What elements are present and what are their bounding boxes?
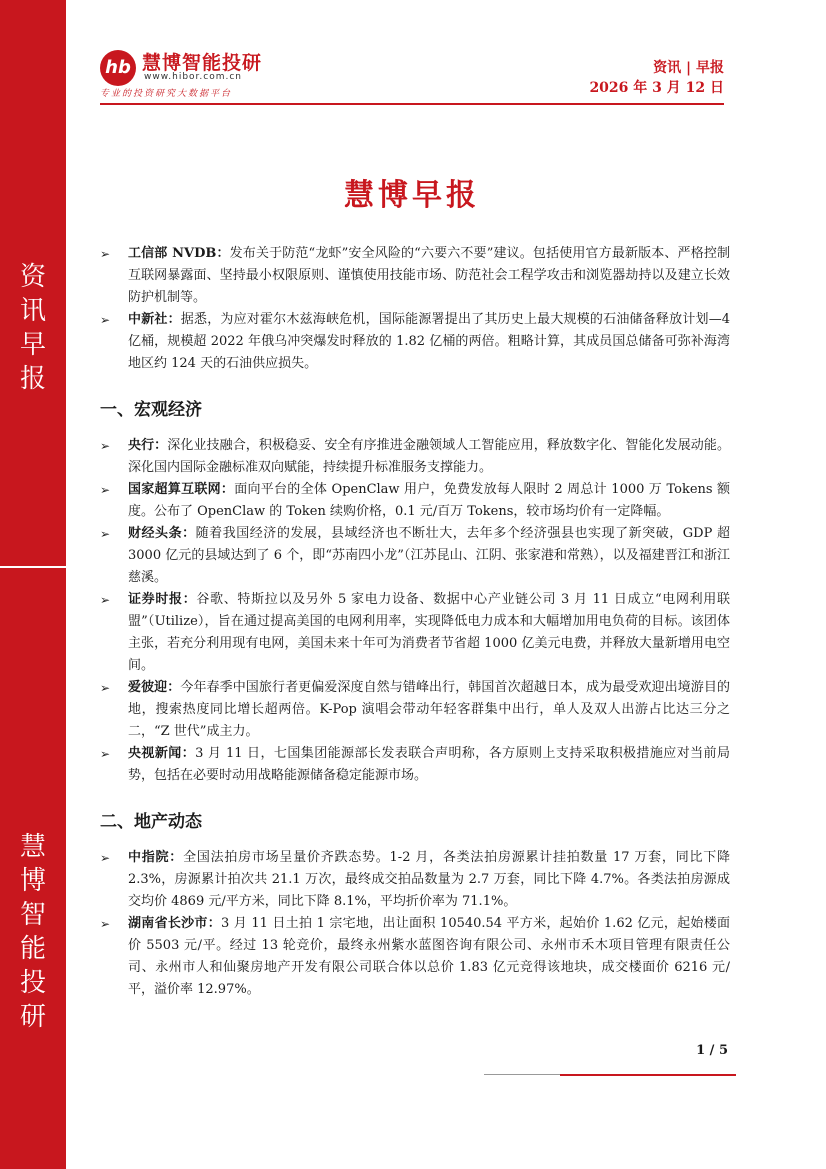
bullet-arrow-icon: ➢ bbox=[100, 439, 111, 453]
news-source: 财经头条： bbox=[128, 526, 196, 541]
header-info bbox=[589, 58, 724, 98]
report-date: 2026 年 3 月 12 日 bbox=[589, 80, 724, 96]
news-text: 全国法拍房市场呈量价齐跌态势。1-2 月，各类法拍房源累计挂拍数量 17 万套，同比下降 2.3%，房源累计拍次共 21.1 万次，最终成交拍品数量为 2.7 万套，同比下降 4.7%。各类法拍房源成交均价 4869 元/平方米，同比下降 8.1%，平均折价率为 71.1%。 bbox=[128, 850, 730, 909]
news-item bbox=[100, 847, 730, 913]
news-source: 证券时报： bbox=[128, 592, 197, 607]
sidebar-char: 投 bbox=[19, 968, 46, 998]
news-text: 随着我国经济的发展，县域经济也不断壮大，去年多个经济强县也实现了新突破，GDP 超 3000 亿元的县域达到了 6 个，即“苏南四小龙”（江苏昆山、江阴、张家港和常熟），以及福建晋江和浙江慈溪。 bbox=[128, 526, 730, 585]
sections-container bbox=[100, 387, 730, 1001]
logo-slogan: 专业的投资研究大数据平台 bbox=[100, 89, 233, 99]
page-title: 慧博早报 bbox=[344, 178, 480, 213]
news-item bbox=[100, 309, 730, 375]
sidebar-char: 资 bbox=[19, 262, 46, 292]
footer-divider-accent bbox=[560, 1074, 736, 1076]
news-text: 面向平台的全体 OpenClaw 用户，免费发放每人限时 2 周总计 1000 万 Tokens 额度。公布了 OpenClaw 的 Token 续购价格，0.1 元/百万 Tokens，较市场均价有一定降幅。 bbox=[128, 482, 730, 519]
sidebar-char: 能 bbox=[19, 934, 46, 964]
news-text: 据悉，为应对霍尔木兹海峡危机，国际能源署提出了其历史上最大规模的石油储备释放计划—4 亿桶，规模超 2022 年俄乌冲突爆发时释放的 1.82 亿桶的两倍。粗略计算，其成员国总储备可弥补海湾地区约 124 天的石油供应损失。 bbox=[128, 312, 730, 371]
bullet-arrow-icon: ➢ bbox=[100, 917, 111, 931]
bullet-arrow-icon: ➢ bbox=[100, 681, 111, 695]
report-category: 资讯 | 早报 bbox=[653, 60, 724, 76]
brand-logo bbox=[100, 48, 300, 98]
news-text: 谷歌、特斯拉以及另外 5 家电力设备、数据中心产业链公司 3 月 11 日成立“电网利用联盟”（Utilize），旨在通过提高美国的电网利用率，实现降低电力成本和大幅增加用电负荷的目标。该团体主张，若充分利用现有电网，美国未来十年可为消费者节省超 1000 亿美元电费，并释放大量新增用电空间。 bbox=[128, 592, 730, 673]
page-number: 1 / 5 bbox=[696, 1043, 728, 1058]
sidebar-char: 慧 bbox=[19, 832, 46, 862]
sidebar-bottom-label bbox=[0, 830, 66, 1034]
sidebar-char: 早 bbox=[19, 330, 46, 360]
news-text: 3 月 11 日土拍 1 宗宅地，出让面积 10540.54 平方米，起始价 1.62 亿元，起始楼面价 5503 元/平。经过 13 轮竞价，最终永州紫水蓝图咨询有限公司、永州市禾木项目管理有限责任公司、永州市人和仙聚房地产开发有限公司联合体以总价 1.83 亿元竞得该地块，成交楼面价 6216 元/平，溢价率 12.97%。 bbox=[128, 916, 730, 997]
sidebar-char: 研 bbox=[19, 1002, 46, 1032]
sidebar-divider bbox=[0, 566, 66, 568]
sidebar-char: 智 bbox=[19, 900, 46, 930]
logo-mark-icon: hb bbox=[100, 50, 136, 86]
sidebar-top-label bbox=[0, 260, 66, 396]
news-item bbox=[100, 913, 730, 1001]
logo-name: 慧博智能投研 bbox=[142, 52, 263, 74]
bullet-arrow-icon: ➢ bbox=[100, 593, 111, 607]
logo-url: www.hibor.com.cn bbox=[144, 72, 243, 82]
report-body bbox=[100, 243, 730, 1001]
bullet-arrow-icon: ➢ bbox=[100, 313, 111, 327]
bullet-arrow-icon: ➢ bbox=[100, 483, 111, 497]
section-title: 二、地产动态 bbox=[100, 812, 202, 832]
intro-list bbox=[100, 243, 730, 375]
news-source: 爱彼迎： bbox=[128, 680, 181, 695]
news-source: 央行： bbox=[128, 438, 168, 453]
news-item bbox=[100, 435, 730, 479]
news-item bbox=[100, 743, 730, 787]
news-item bbox=[100, 677, 730, 743]
bullet-arrow-icon: ➢ bbox=[100, 247, 111, 261]
news-item bbox=[100, 479, 730, 523]
bullet-arrow-icon: ➢ bbox=[100, 527, 111, 541]
sidebar bbox=[0, 0, 66, 1169]
sidebar-char: 讯 bbox=[19, 296, 46, 326]
news-text: 深化业技融合，积极稳妥、安全有序推进金融领域人工智能应用，释放数字化、智能化发展动能。深化国内国际金融标准双向赋能，持续提升标准服务支撑能力。 bbox=[128, 438, 730, 475]
news-item bbox=[100, 243, 730, 309]
bullet-arrow-icon: ➢ bbox=[100, 851, 111, 865]
header-divider bbox=[100, 103, 724, 105]
news-text: 发布关于防范“龙虾”安全风险的“六要六不要”建议。包括使用官方最新版本、严格控制互联网暴露面、坚持最小权限原则、谨慎使用技能市场、防范社会工程学攻击和浏览器劫持以及建立长效防护机制等。 bbox=[128, 246, 730, 305]
news-text: 今年春季中国旅行者更偏爱深度自然与错峰出行，韩国首次超越日本，成为最受欢迎出境游目的地，搜索热度同比增长超两倍。K-Pop 演唱会带动年轻客群集中出行，单人及双人出游占比达三分之二，“Z 世代”成主力。 bbox=[128, 680, 730, 739]
news-text: 3 月 11 日，七国集团能源部长发表联合声明称，各方原则上支持采取积极措施应对当前局势，包括在必要时动用战略能源储备稳定能源市场。 bbox=[128, 746, 730, 783]
sidebar-char: 报 bbox=[19, 364, 46, 394]
sidebar-char: 博 bbox=[19, 866, 46, 896]
news-source: 国家超算互联网： bbox=[128, 482, 235, 497]
news-item bbox=[100, 589, 730, 677]
bullet-arrow-icon: ➢ bbox=[100, 747, 111, 761]
news-source: 湖南省长沙市： bbox=[128, 916, 222, 931]
news-source: 央视新闻： bbox=[128, 746, 196, 761]
news-source: 中新社： bbox=[128, 312, 181, 327]
news-source: 工信部 NVDB： bbox=[128, 246, 230, 261]
section-title: 一、宏观经济 bbox=[100, 400, 202, 420]
news-source: 中指院： bbox=[128, 850, 184, 865]
news-item bbox=[100, 523, 730, 589]
